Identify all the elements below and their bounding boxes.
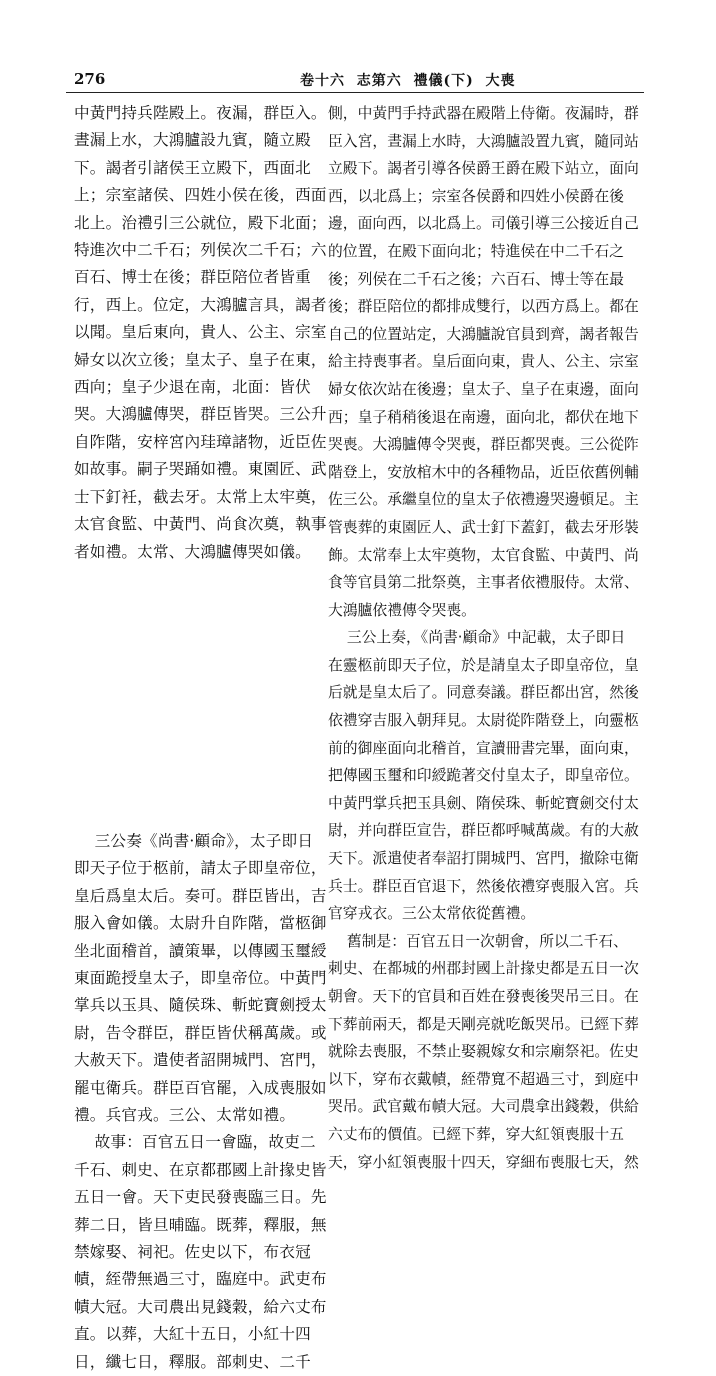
left-paragraph-3: 故事：百官五日一會臨，故吏二 千石、刺史、在京都郡國上計掾史皆 五日一會。天下吏民發喪臨三日。先 葬二日，皆旦晡臨。既葬，釋服，無 禁嫁娶、祠祀。佐史以下，布衣冠 幘，絰帶無過三寸，臨庭中。武吏布 幘大冠。大司農出見錢穀，給六丈布 直。以葬，大紅十五日，小紅十四 日，纖七日，釋服。部刺史、二千 (74, 1133, 327, 1371)
left-paragraph-1: 中黃門持兵陛殿上。夜漏，群臣入。 晝漏上水，大鴻臚設九賓，隨立殿 下。謁者引諸侯王立殿下，西面北 上；宗室諸侯、四姓小侯在後，西面 北上。治禮引三公就位，殿下北面； 特進次中二千石；列侯次二千石；六 百石、博士在後；群臣陪位者皆重 行，西上。位定，大鴻臚言具，謁者 以聞。皇后東向，貴人、公主、宗室 婦女以次立後；皇太子、皇子在東， 西向；皇子少退在南，北面：皆伏 哭。大鴻臚傳哭，群臣皆哭。三公升 自阼階，安梓宮內珪璋諸物，近臣佐 如故事。嗣子哭踊如禮。東園匠、武 士下釘衽，截去牙。太常上太牢奠， 太官食監、中黃門、尚食次奠，執事 者如禮。太常、大鴻臚傳哭如儀。 (74, 104, 327, 561)
running-header: 卷十六 志第六 禮儀(下) 大喪 (300, 73, 516, 89)
header-rule (66, 92, 644, 93)
right-paragraph-3: 舊制是：百官五日一次朝會，所以二千石、 刺史、在都城的州郡封國上計掾史都是五日一次 朝會。天下的官員和百姓在發喪後哭吊三日。在 下葬前兩天，都是天剛亮就吃飯哭吊。已經下葬 就除去喪服，不禁止娶親嫁女和宗廟祭祀。佐史 以下，穿布衣戴幘，絰帶寬不超過三寸，到庭中 哭吊。武官戴布幘大冠。大司農拿出錢穀，供給 六丈布的價值。已經下葬，穿大紅領喪服十五 天，穿小紅領喪服十四天，穿細布喪服七天，然 (328, 932, 639, 1171)
page-number: 276 (74, 70, 106, 88)
right-paragraph-1: 側，中黃門手持武器在殿階上侍衛。夜漏時，群 臣入宮，晝漏上水時，大鴻臚設置九賓，隨同站 立殿下。謁者引導各侯爵王爵在殿下站立，面向 西，以北爲上；宗室各侯爵和四姓小侯爵在後 邊，面向西，以北爲上。司儀引導三公接近自己 的位置，在殿下面向北；特進侯在中二千石之 後；列侯在二千石之後；六百石、博士等在最 後；群臣陪位的都排成雙行，以西方爲上。都在 自己的位置站定，大鴻臚說官員到齊，謁者報告 給主持喪事者。皇后面向東，貴人、公主、宗室 婦女依次站在後邊；皇太子、皇子在東邊，面向 西；皇子稍稍後退在南邊，面向北，都伏在地下 哭喪。大鴻臚傳令哭喪，群臣都哭喪。三公從阼 階登上，安放棺木中的各種物品，近臣依舊例輔 佐三公。承繼皇位的皇太子依禮邊哭邊頓足。主 管喪葬的東園匠人、武士釘下蓋釘，截去牙形裝 飾。太常奉上太牢奠物，太官食監、中黃門、尚 食等官員第二批祭奠，主事者依禮服侍。太常、 大鴻臚依禮傳令哭喪。 (328, 105, 639, 619)
right-paragraph-2: 三公上奏，《尚書·顧命》中記載，太子即日 在靈柩前即天子位，於是請皇太子即皇帝位，皇 后就是皇太后了。同意奏議。群臣都出宮，然後 依禮穿吉服入朝拜見。太尉從阼階登上，向靈柩 前的御座面向北稽首，宣讀冊書完畢，面向東， 把傳國玉璽和印綬跪著交付皇太子，即皇帝位。 中黃門掌兵把玉具劍、隋侯珠、斬蛇寶劍交付太 尉，并向群臣宣告，群臣都呼喊萬歲。有的大赦 天下。派遣使者奉詔打開城門、宮門，撤除屯衛 兵士。群臣百官退下，然後依禮穿喪服入宮。兵 官穿戎衣。三公太常依從舊禮。 (328, 629, 639, 923)
left-paragraph-2: 三公奏《尚書·顧命》，太子即日 即天子位于柩前，請太子即皇帝位， 皇后爲皇太后。奏可。群臣皆出，吉 服入會如儀。太尉升自阼階，當柩御 坐北面稽首，讀策畢，以傳國玉璽綬 東面跪授皇太子，即皇帝位。中黃門 掌兵以玉具、隨侯珠、斬蛇寶劍授太 尉，告令群臣，群臣皆伏稱萬歲。或 大赦天下。遣使者詔開城門、宮門， 罷屯衛兵。群臣百官罷，入成喪服如 禮。兵官戎。三公、太常如禮。 (74, 831, 327, 1124)
left-column-gap (74, 566, 342, 828)
right-column-translation (328, 100, 648, 1176)
left-column-classical-text (74, 100, 342, 1376)
